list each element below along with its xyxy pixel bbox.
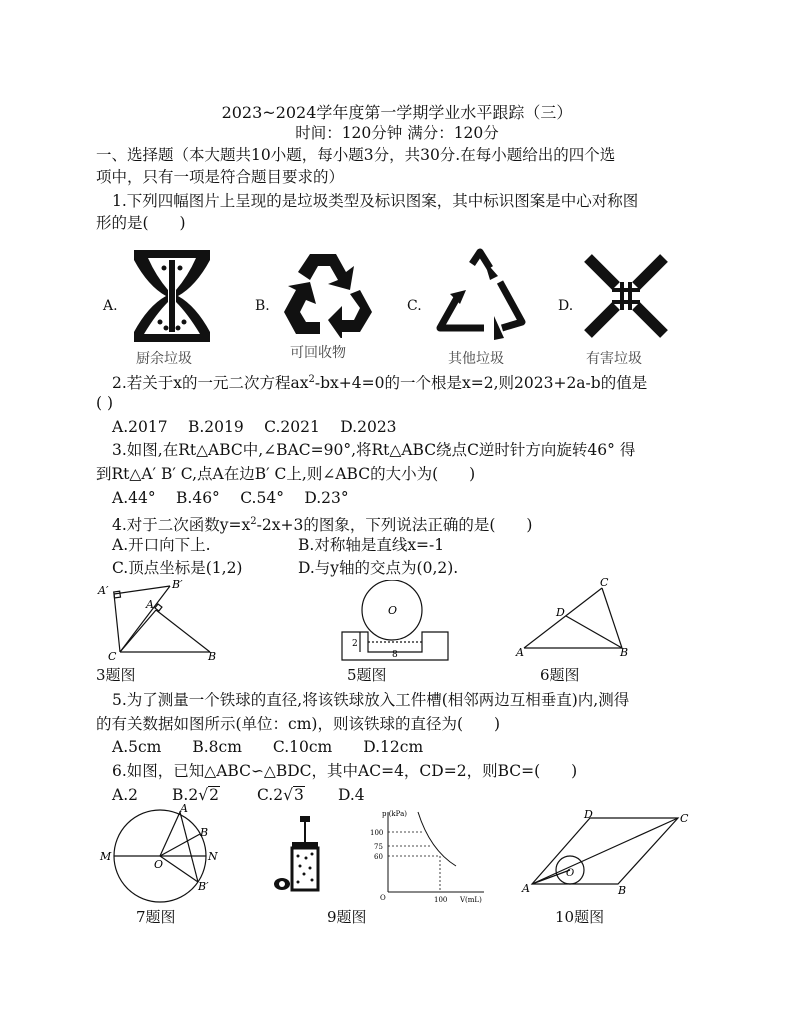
fig3-label-b-prime: B′	[172, 580, 183, 591]
fig10-label-c: C	[680, 812, 689, 825]
q1-option-b-letter: B.	[255, 298, 270, 314]
q1-option-c-letter: C.	[407, 298, 422, 314]
q3-text-line1: 3.如图,在Rt△ABC中,∠BAC=90°,将Rt△ABC绕点C逆时针方向旋转46° 得	[112, 441, 636, 459]
fig7-label-b-prime: B′	[198, 880, 209, 893]
fig3-label-c: C	[108, 650, 117, 662]
figure-9-caption: 9题图	[327, 908, 367, 926]
q2-text-line2: ( )	[96, 394, 114, 412]
fig5-label-width: 8	[392, 650, 398, 660]
q1-option-a-letter: A.	[103, 298, 118, 314]
figure-9-syringe-container	[270, 814, 340, 892]
q4-option-d: D.与y轴的交点为(0,2).	[298, 559, 459, 577]
fig6-label-b: B	[620, 646, 629, 659]
fig9-origin-label: O	[380, 894, 386, 902]
q1-text-line1: 1.下列四幅图片上呈现的是垃圾类型及标识图案，其中标识图案是中心对称图	[112, 192, 639, 210]
q6-option-c: C.2√3	[257, 786, 304, 804]
fig6-label-d: D	[556, 606, 565, 619]
q4-option-c: C.顶点坐标是(1,2)	[112, 559, 243, 577]
recycle-icon	[280, 246, 374, 338]
figure-6-similar-triangles	[514, 576, 634, 662]
q1-option-a-caption: 厨余垃圾	[136, 351, 192, 367]
q5-text-line1: 5.为了测量一个铁球的直径,将该铁球放入工件槽(相邻两边互相垂直)内,测得	[112, 691, 630, 709]
fig10-label-a: A	[522, 882, 530, 895]
figure-3-triangle-rotation	[94, 580, 224, 662]
figure-10-parallelogram	[518, 808, 698, 900]
triangle-arrows-icon	[432, 246, 528, 346]
exam-info: 时间：120分钟 满分：120分	[295, 124, 499, 142]
page-title: 2023~2024学年度第一学期学业水平跟踪（三）	[221, 103, 573, 122]
fig7-label-m: M	[100, 850, 112, 863]
q6-option-b: B.2√2	[172, 786, 219, 804]
fig6-label-c: C	[600, 576, 609, 589]
fig7-label-b: B	[200, 826, 209, 839]
q2-options: A.2017 B.2019 C.2021 D.2023	[112, 418, 397, 436]
q5-options: A.5cm B.8cm C.10cm D.12cm	[112, 738, 424, 756]
fig3-label-b: B	[208, 650, 217, 662]
fig7-label-a: A	[180, 804, 188, 815]
fig10-label-d: D	[584, 808, 593, 821]
q2-text-line1: 2.若关于x的一元二次方程$ax^2-bx+4=0$的一个根是x=2,则2023+2a-b的值是	[112, 374, 648, 393]
fig6-label-a: A	[516, 646, 524, 659]
fig5-label-height: 2	[352, 639, 358, 649]
fig3-label-a-prime: A′	[98, 584, 109, 597]
q1-option-d-letter: D.	[558, 298, 574, 314]
section-heading-line2: 项中，只有一项是符合题目要求的）	[96, 168, 345, 186]
section-heading-line1: 一、选择题（本大题共10小题，每小题3分，共30分.在每小题给出的四个选	[96, 146, 616, 164]
fig7-label-o: O	[154, 858, 164, 871]
q4-option-a: A.开口向下上.	[112, 536, 211, 554]
hazard-cross-icon	[582, 252, 670, 340]
fig3-label-a: A	[146, 598, 154, 611]
hourglass-icon	[130, 246, 214, 346]
q6-option-d: D.4	[338, 786, 365, 804]
q5-text-line2: 的有关数据如图所示(单位：cm)，则该铁球的直径为( )	[96, 715, 501, 733]
fig7-label-n: N	[208, 850, 218, 863]
fig9-y-axis-label: p (kPa)	[382, 810, 407, 818]
q3-text-line2: 到Rt△A′ B′ C,点A在边B′ C上,则∠ABC的大小为( )	[96, 465, 476, 483]
figure-9-pressure-volume-graph	[360, 806, 490, 910]
figure-5-caption: 5题图	[347, 666, 387, 684]
fig9-tick-60: 60	[374, 853, 383, 861]
figure-3-caption: 3题图	[96, 666, 136, 684]
figure-10-caption: 10题图	[555, 908, 605, 926]
fig5-label-o: O	[388, 604, 398, 617]
q1-option-b-caption: 可回收物	[290, 345, 346, 361]
figure-5-ball-in-groove	[340, 580, 450, 662]
figure-6-caption: 6题图	[540, 666, 580, 684]
fig10-label-o: O	[566, 868, 575, 879]
q1-text-line2: 形的是( )	[96, 214, 186, 232]
fig9-x-axis-label: V(mL)	[460, 896, 482, 904]
q3-options: A.44° B.46° C.54° D.23°	[112, 489, 349, 507]
figure-7-caption: 7题图	[136, 908, 176, 926]
fig9-tick-75: 75	[374, 843, 383, 851]
fig9-tick-x100: 100	[434, 896, 448, 904]
q6-text-line1: 6.如图，已知△ABC∽△BDC，其中AC=4，CD=2，则BC=( )	[112, 762, 578, 780]
q6-option-a: A.2	[112, 786, 138, 804]
figure-7-circle	[96, 804, 226, 908]
q1-option-c-caption: 其他垃圾	[448, 351, 504, 367]
q1-option-d-caption: 有害垃圾	[586, 351, 642, 367]
fig9-tick-100: 100	[370, 829, 384, 837]
fig10-label-b: B	[618, 884, 627, 897]
q4-text-line1: 4.对于二次函数$y=x^2-2x+3$的图象，下列说法正确的是( )	[112, 516, 533, 535]
q4-option-b: B.对称轴是直线x=-1	[298, 536, 445, 554]
